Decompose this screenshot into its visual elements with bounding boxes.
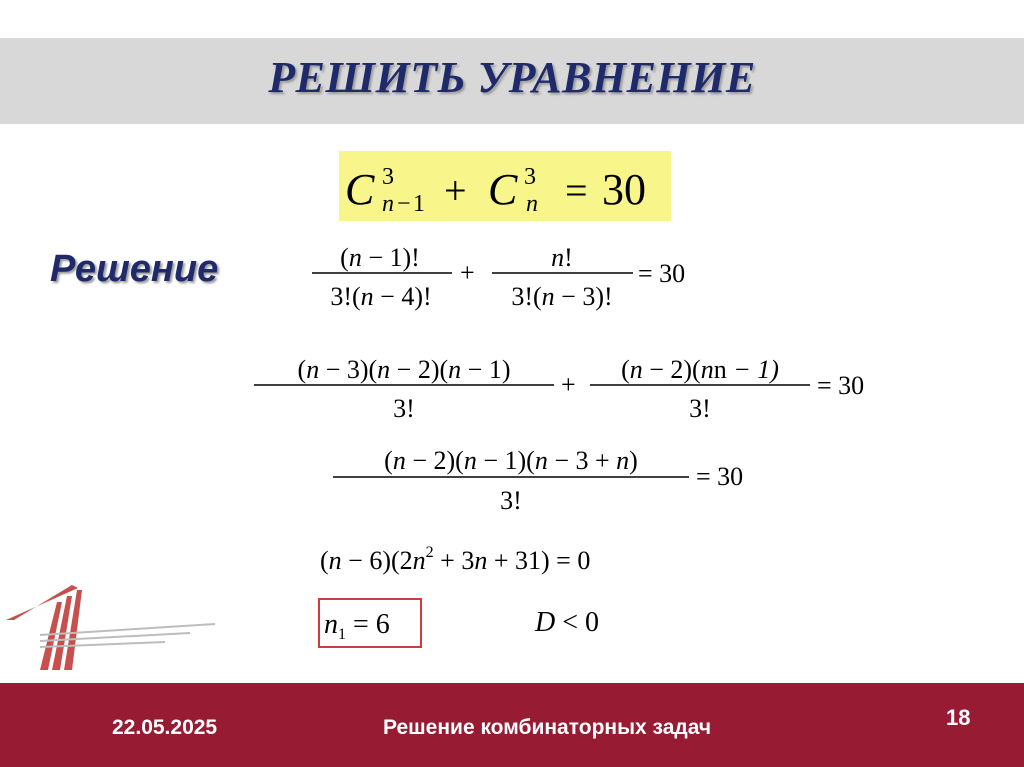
logo-icon bbox=[0, 580, 230, 680]
step-3 bbox=[333, 446, 743, 515]
step-1 bbox=[312, 243, 685, 311]
s1-f1-numerator: (n − 1)! bbox=[340, 243, 420, 272]
s2-f2-numerator: (n − 2)(nn − 1) bbox=[621, 355, 779, 384]
discriminant: D < 0 bbox=[535, 607, 600, 638]
eq-rhs: 30 bbox=[602, 165, 646, 214]
result-box bbox=[318, 598, 422, 648]
eq-c2-sup: 3 bbox=[524, 164, 536, 190]
s3-numerator: (n − 2)(n − 1)(n − 3 + n) bbox=[384, 446, 638, 475]
s3-denominator: 3! bbox=[500, 486, 522, 515]
page-number: 18 bbox=[946, 705, 971, 730]
s1-f1-denominator: 3!(n − 4)! bbox=[330, 282, 432, 311]
s1-f2-numerator: n! bbox=[551, 243, 573, 272]
eq-c1-sub-num: 1 bbox=[413, 191, 425, 217]
s2-f1-numerator: (n − 3)(n − 2)(n − 1) bbox=[297, 355, 511, 384]
footer-band bbox=[0, 683, 1024, 767]
s3-rhs: = 30 bbox=[696, 462, 744, 491]
s1-plus: + bbox=[460, 258, 475, 287]
eq-c2: C bbox=[488, 165, 518, 214]
footer-subject: Решение комбинаторных задач bbox=[383, 716, 712, 739]
step-2 bbox=[254, 355, 864, 423]
step-4: $(n - 6)(2n^2 + 3n + 31) = 0$ bbox=[320, 544, 591, 575]
s2-rhs: = 30 bbox=[817, 371, 865, 400]
eq-plus: + bbox=[444, 168, 467, 213]
eq-c1-sub-n: n bbox=[382, 191, 394, 217]
solution-heading: Решение bbox=[50, 248, 219, 290]
eq-c1-sub-op: − bbox=[397, 191, 411, 217]
s2-f1-denominator: 3! bbox=[393, 394, 415, 423]
eq-c2-sub: n bbox=[526, 191, 538, 217]
s2-plus: + bbox=[561, 370, 576, 399]
slide-title: РЕШИТЬ УРАВНЕНИЕ bbox=[268, 53, 756, 102]
s1-f2-denominator: 3!(n − 3)! bbox=[511, 282, 613, 311]
main-equation bbox=[345, 164, 646, 217]
eq-c1: C bbox=[345, 165, 375, 214]
result-n1: $n_1 = 6$ bbox=[324, 609, 390, 643]
eq-c1-sup: 3 bbox=[382, 164, 394, 190]
eq-equals: = bbox=[565, 168, 588, 213]
s2-f2-denominator: 3! bbox=[689, 394, 711, 423]
s1-rhs: = 30 bbox=[638, 259, 686, 288]
footer-date: 22.05.2025 bbox=[112, 716, 218, 739]
